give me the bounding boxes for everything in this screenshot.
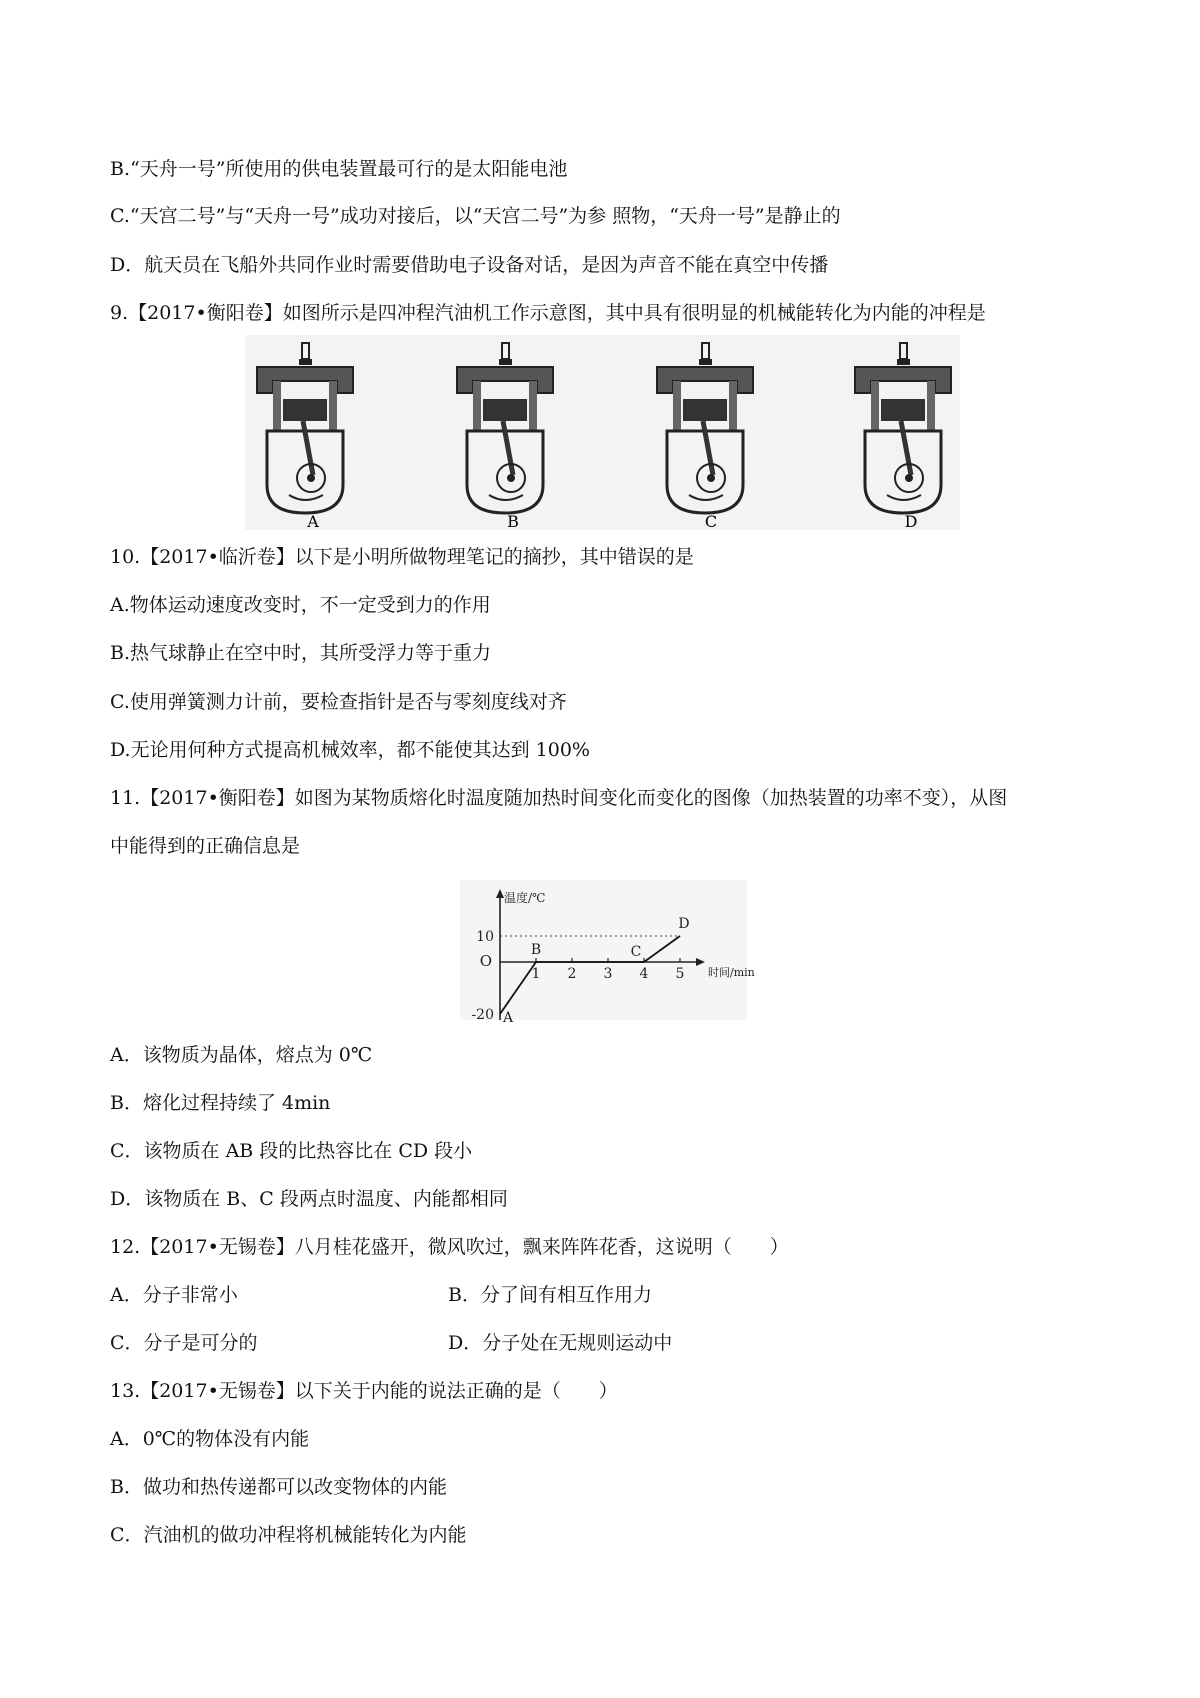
- engine-label-a: A: [307, 512, 319, 531]
- x-tick-label-3: 3: [603, 966, 613, 982]
- q10-option-a: A.物体运动速度改变时，不一定受到力的作用: [110, 594, 491, 616]
- engine-label-d: D: [904, 512, 918, 531]
- y-axis-label: 温度/℃: [504, 891, 546, 905]
- q10-option-d: D.无论用何种方式提高机械效率，都不能使其达到 100%: [110, 739, 590, 761]
- x-axis-label: 时间/min: [708, 966, 755, 979]
- q8-option-c: C.“天宫二号”与“天舟一号”成功对接后，以“天宫二号”为参 照物，“天舟一号”是静止的: [110, 205, 841, 227]
- q10-option-b: B.热气球静止在空中时，其所受浮力等于重力: [110, 642, 492, 664]
- q12-option-a: A．分子非常小: [110, 1284, 238, 1306]
- q12-option-c: C．分子是可分的: [110, 1332, 258, 1354]
- y-tick-label-neg20: -20: [471, 1007, 494, 1023]
- x-tick-label-1: 1: [531, 966, 541, 982]
- engine-label-c: C: [704, 512, 718, 531]
- q10-stem: 10.【2017•临沂卷】以下是小明所做物理笔记的摘抄，其中错误的是: [110, 546, 694, 568]
- engine-b: [457, 343, 553, 513]
- q13-option-c: C．汽油机的做功冲程将机械能转化为内能: [110, 1524, 467, 1546]
- x-axis-arrow: [696, 958, 705, 966]
- q11-option-a: A．该物质为晶体，熔点为 0℃: [110, 1044, 373, 1066]
- y-tick-label-10: 10: [476, 929, 494, 945]
- q8-option-b: B.“天舟一号”所使用的供电装置最可行的是太阳能电池: [110, 158, 568, 180]
- q11-option-d: D．该物质在 B、C 段两点时温度、内能都相同: [110, 1188, 508, 1210]
- q12-stem: 12.【2017•无锡卷】八月桂花盛开，微风吹过，飘来阵阵花香，这说明（ ）: [110, 1236, 789, 1258]
- point-label-b: B: [530, 942, 542, 958]
- q12-option-b: B．分了间有相互作用力: [448, 1284, 652, 1306]
- point-label-d: D: [678, 916, 690, 932]
- engine-d: [855, 343, 951, 513]
- x-tick-label-5: 5: [675, 966, 685, 982]
- engine-figure: [245, 335, 960, 530]
- q11-option-c: C．该物质在 AB 段的比热容比在 CD 段小: [110, 1140, 473, 1162]
- melting-chart: [460, 880, 755, 1026]
- series-line: [500, 936, 680, 1014]
- q11-option-b: B．熔化过程持续了 4min: [110, 1092, 331, 1114]
- q13-stem: 13.【2017•无锡卷】以下关于内能的说法正确的是（ ）: [110, 1380, 618, 1402]
- x-tick-label-4: 4: [639, 966, 649, 982]
- x-tick-label-2: 2: [567, 966, 577, 982]
- q11-stem-line2: 中能得到的正确信息是: [110, 835, 301, 857]
- engine-a: [257, 343, 353, 513]
- q9-stem: 9.【2017•衡阳卷】如图所示是四冲程汽油机工作示意图，其中具有很明显的机械能转化为内能的冲程是: [110, 302, 986, 324]
- q8-option-d: D．航天员在飞船外共同作业时需要借助电子设备对话，是因为声音不能在真空中传播: [110, 254, 829, 276]
- q10-option-c: C.使用弹簧测力计前，要检查指针是否与零刻度线对齐: [110, 691, 567, 713]
- q12-option-d: D．分子处在无规则运动中: [448, 1332, 673, 1354]
- point-label-c: C: [630, 944, 642, 960]
- q13-option-b: B．做功和热传递都可以改变物体的内能: [110, 1476, 447, 1498]
- q13-option-a: A．0℃的物体没有内能: [110, 1428, 310, 1450]
- q11-stem-line1: 11.【2017•衡阳卷】如图为某物质熔化时温度随加热时间变化而变化的图像（加热装置的功率不变），从图: [110, 787, 1008, 809]
- engine-c: [657, 343, 753, 513]
- point-label-a: A: [502, 1010, 514, 1026]
- y-axis-arrow: [496, 889, 504, 898]
- origin-label: O: [479, 952, 492, 970]
- engine-label-b: B: [507, 512, 519, 531]
